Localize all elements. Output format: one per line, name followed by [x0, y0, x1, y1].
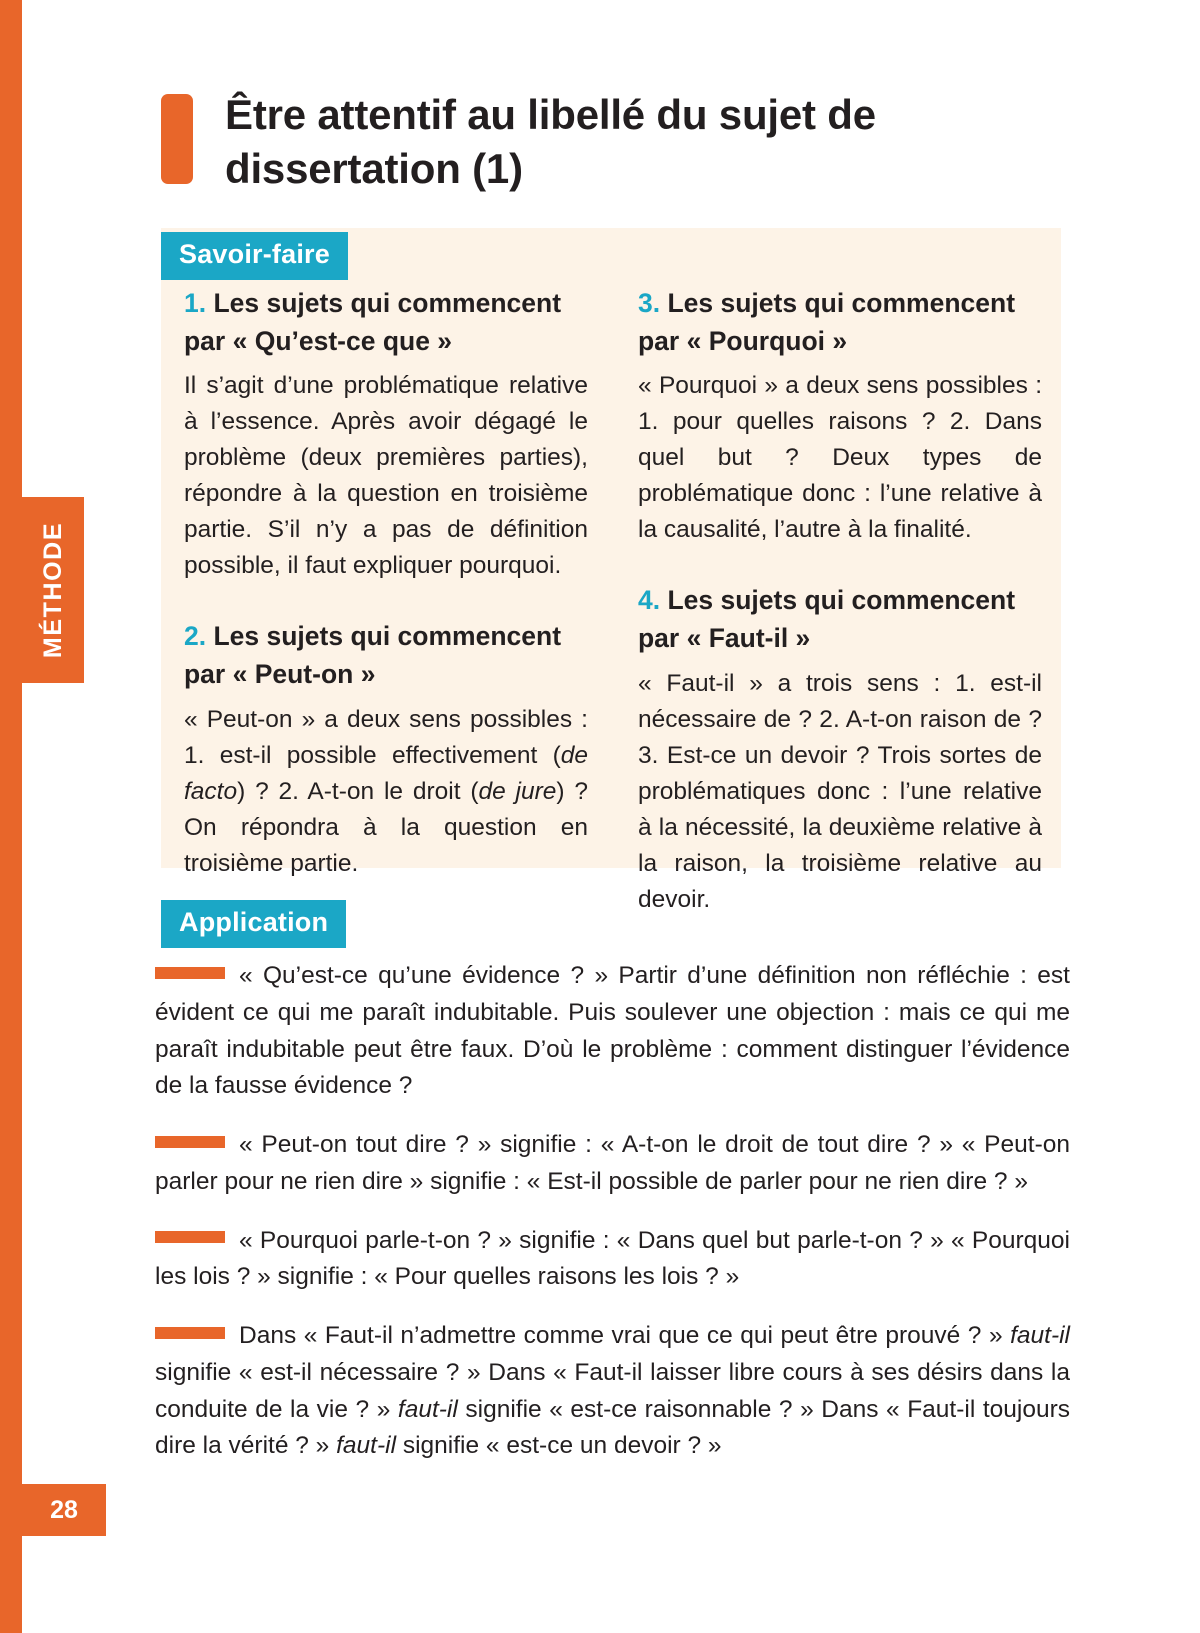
- bullet-dash-icon: [155, 1136, 225, 1148]
- application-paragraph: [155, 1127, 1070, 1201]
- item-heading-text: Les sujets qui commencent par « Peut-on »: [184, 621, 562, 689]
- application-paragraph-text: Dans « Faut-il n’admettre comme vrai que ce qui peut être prouvé ? » faut-il signifie « est-il nécessaire ? » Dans « Faut-il laisser libre cours à ses désirs dans la conduite de la vie ? » faut-il signifie « est-ce raisonnable ? » Dans « Faut-il toujours dire la vérité ? » faut-il signifie « est-ce un devoir ? »: [155, 1322, 1070, 1460]
- savoir-faire-tag: Savoir-faire: [161, 232, 348, 280]
- item-heading-text: Les sujets qui commencent par « Qu’est-ce que »: [184, 288, 562, 356]
- application-paragraph-text: « Pourquoi parle-t-on ? » signifie : « Dans quel but parle-t-on ? » « Pourquoi les lois ? » signifie : « Pour quelles raisons les lois ? »: [155, 1226, 1070, 1291]
- item-body: Il s’agit d’une problématique relative à l’essence. Après avoir dégagé le problème (deux premières parties), répondre à la question en troisième partie. S’il n’y a pas de définition possible, il faut expliquer pourquoi.: [184, 372, 588, 580]
- application-paragraph: [155, 958, 1070, 1105]
- bullet-dash-icon: [155, 967, 225, 979]
- application-paragraph-text: « Peut-on tout dire ? » signifie : « A-t-on le droit de tout dire ? » « Peut-on parler pour ne rien dire » signifie : « Est-il possible de parler pour ne rien dire ? »: [155, 1131, 1070, 1195]
- item-heading: [184, 285, 588, 360]
- application-paragraph-text: « Qu’est-ce qu’une évidence ? » Partir d’une définition non réfléchie : est évident ce qui me paraît indubitable. Puis soulever une objection : mais ce qui me paraît indubitable peut être faux. D’où le problème : comment distinguer l’évidence de la fausse évidence ?: [155, 962, 1070, 1100]
- savoir-faire-column-left: [184, 285, 588, 918]
- bullet-dash-icon: [155, 1231, 225, 1243]
- left-edge-bar: [0, 0, 22, 1633]
- item-number: 4.: [638, 585, 661, 616]
- item-heading-text: Les sujets qui commencent par « Faut-il »: [638, 585, 1016, 653]
- item-number: 2.: [184, 621, 207, 652]
- item-heading: [184, 618, 588, 693]
- page-title-text: Être attentif au libellé du sujet de dissertation (1): [225, 91, 876, 192]
- item-body: « Pourquoi » a deux sens possibles : 1. pour quelles raisons ? 2. Dans quel but ? Deux types de problématique donc : l’une relative à la causalité, l’autre à la finalité.: [638, 372, 1042, 544]
- item-number: 3.: [638, 288, 661, 318]
- item-heading: [638, 582, 1042, 657]
- bullet-dash-icon: [155, 1327, 225, 1339]
- application-tag: Application: [161, 900, 346, 948]
- item-heading-text: Les sujets qui commencent par « Pourquoi »: [638, 288, 1016, 356]
- application-paragraph: [155, 1318, 1070, 1465]
- item-body: « Peut-on » a deux sens possibles : 1. est-il possible effectivement (de facto) ? 2. A-t-on le droit (de jure) ? On répondra à la question en troisième partie.: [184, 705, 589, 877]
- item-body: « Faut-il » a trois sens : 1. est-il nécessaire de ? 2. A-t-on raison de ? 3. Est-ce un devoir ? Trois sortes de problématiques donc : l’une relative à la nécessité, la deuxième relative à la raison, la troisième relative au devoir.: [638, 669, 1042, 913]
- application-paragraph: [155, 1223, 1070, 1297]
- application-body: [155, 958, 1070, 1487]
- section-tab-label: MÉTHODE: [38, 521, 67, 659]
- item-heading: [638, 285, 1042, 360]
- page-number: 28: [22, 1484, 106, 1536]
- page-title: [161, 88, 1071, 196]
- item-number: 1.: [184, 288, 207, 318]
- savoir-faire-columns: [184, 285, 1042, 918]
- title-badge-icon: [161, 94, 193, 184]
- section-tab: [22, 497, 84, 683]
- savoir-faire-column-right: [638, 285, 1042, 918]
